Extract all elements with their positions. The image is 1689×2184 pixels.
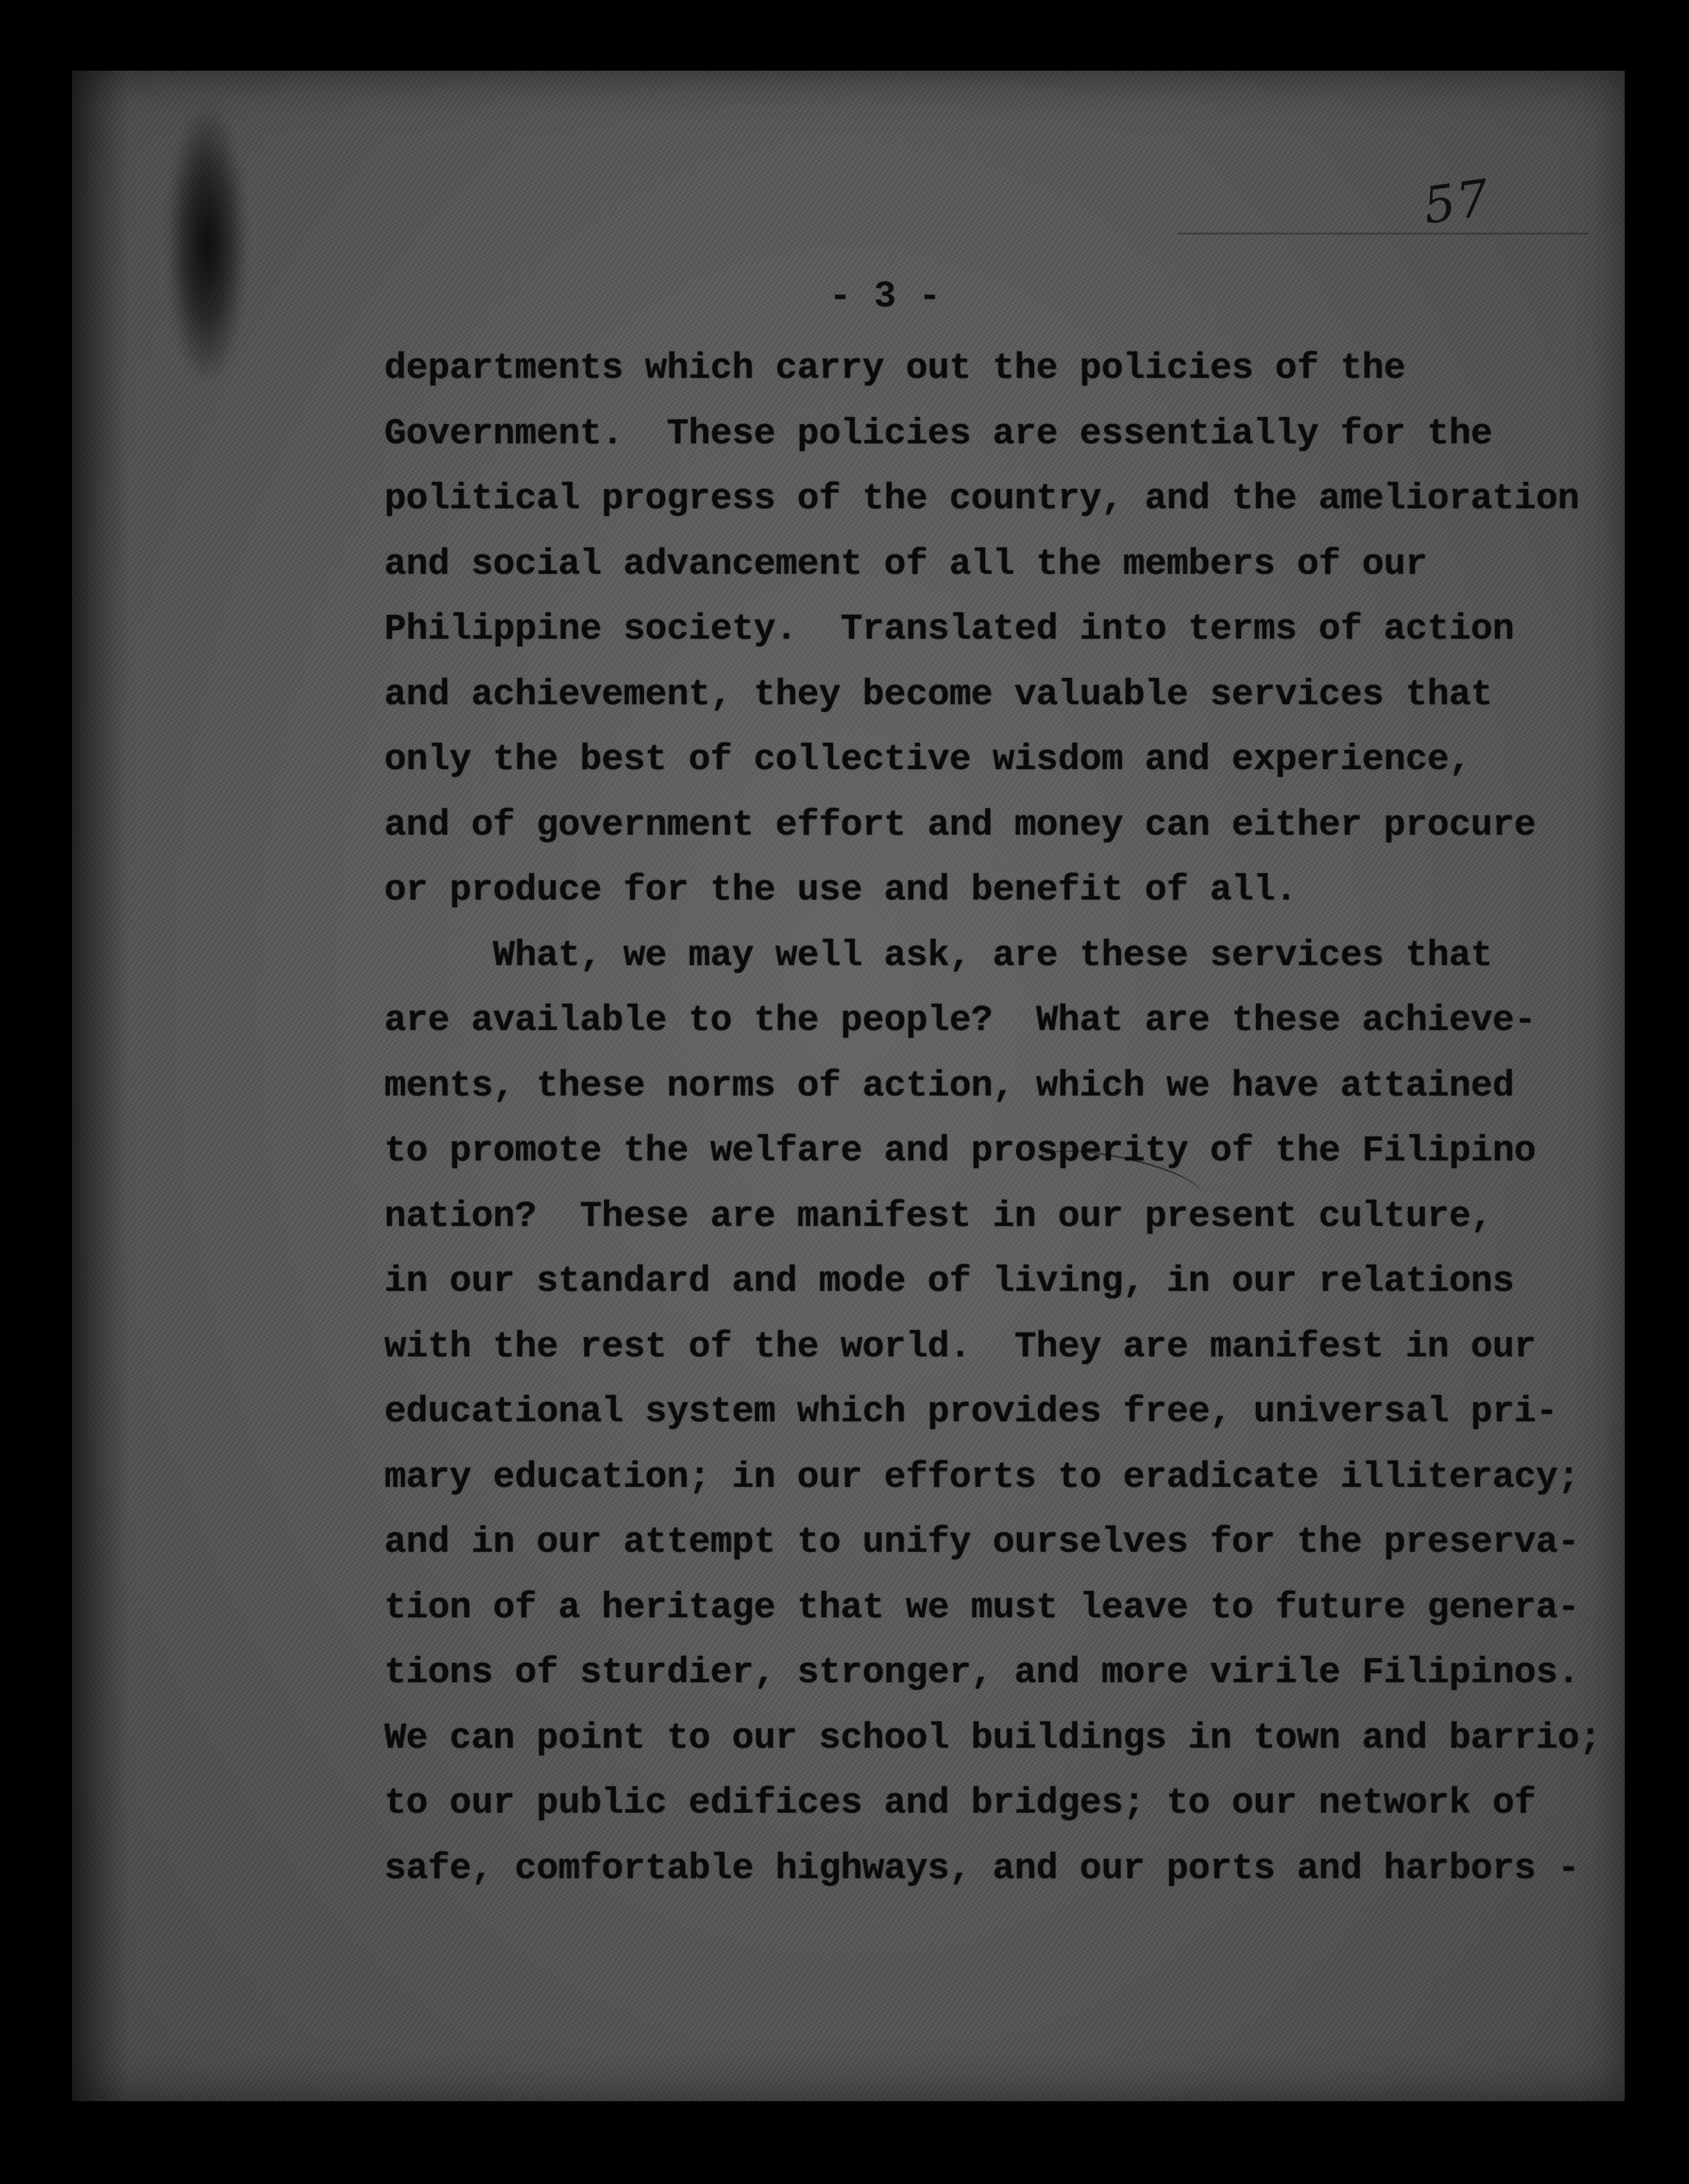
text-line: Government. These policies are essentially for the	[384, 413, 1493, 455]
text-line: and achievement, they become valuable services that	[384, 674, 1493, 716]
text-line: tions of sturdier, stronger, and more virile Filipinos.	[384, 1653, 1580, 1694]
text-line: in our standard and mode of living, in our relations	[384, 1261, 1514, 1302]
text-line: departments which carry out the policies of the	[384, 348, 1406, 389]
text-line: What, we may well ask, are these services that	[384, 935, 1493, 977]
typed-body-text	[384, 337, 1601, 1902]
text-line: with the rest of the world. They are manifest in our	[384, 1326, 1536, 1368]
text-line: political progress of the country, and the amelioration	[384, 479, 1580, 520]
text-line: ments, these norms of action, which we have attained	[384, 1065, 1514, 1107]
text-line: tion of a heritage that we must leave to future genera-	[384, 1587, 1580, 1629]
text-line: mary education; in our efforts to eradicate illiteracy;	[384, 1457, 1580, 1498]
page-number: - 3 -	[829, 276, 942, 318]
text-line: or produce for the use and benefit of all.	[384, 870, 1297, 911]
handwritten-folio-number: 57	[1420, 169, 1494, 236]
text-line: educational system which provides free, universal pri-	[384, 1392, 1558, 1433]
text-line: safe, comfortable highways, and our ports and harbors -	[384, 1848, 1580, 1890]
text-line: only the best of collective wisdom and experience,	[384, 740, 1471, 781]
folio-underline	[1177, 233, 1589, 235]
text-line: and social advancement of all the members of our	[384, 544, 1427, 585]
text-line: Philippine society. Translated into terms of action	[384, 609, 1514, 650]
binding-smudge	[168, 109, 246, 379]
text-line: to promote the welfare and prosperity of the Filipino	[384, 1131, 1536, 1172]
text-line: We can point to our school buildings in town and barrio;	[384, 1718, 1602, 1759]
text-line: nation? These are manifest in our present culture,	[384, 1196, 1493, 1238]
text-line: and in our attempt to unify ourselves for the preserva-	[384, 1522, 1580, 1563]
page-edge-shadow	[72, 71, 130, 2101]
text-line: are available to the people? What are these achieve-	[384, 1000, 1536, 1042]
text-line: to our public edifices and bridges; to our network of	[384, 1783, 1536, 1824]
text-line: and of government effort and money can either procure	[384, 804, 1536, 846]
